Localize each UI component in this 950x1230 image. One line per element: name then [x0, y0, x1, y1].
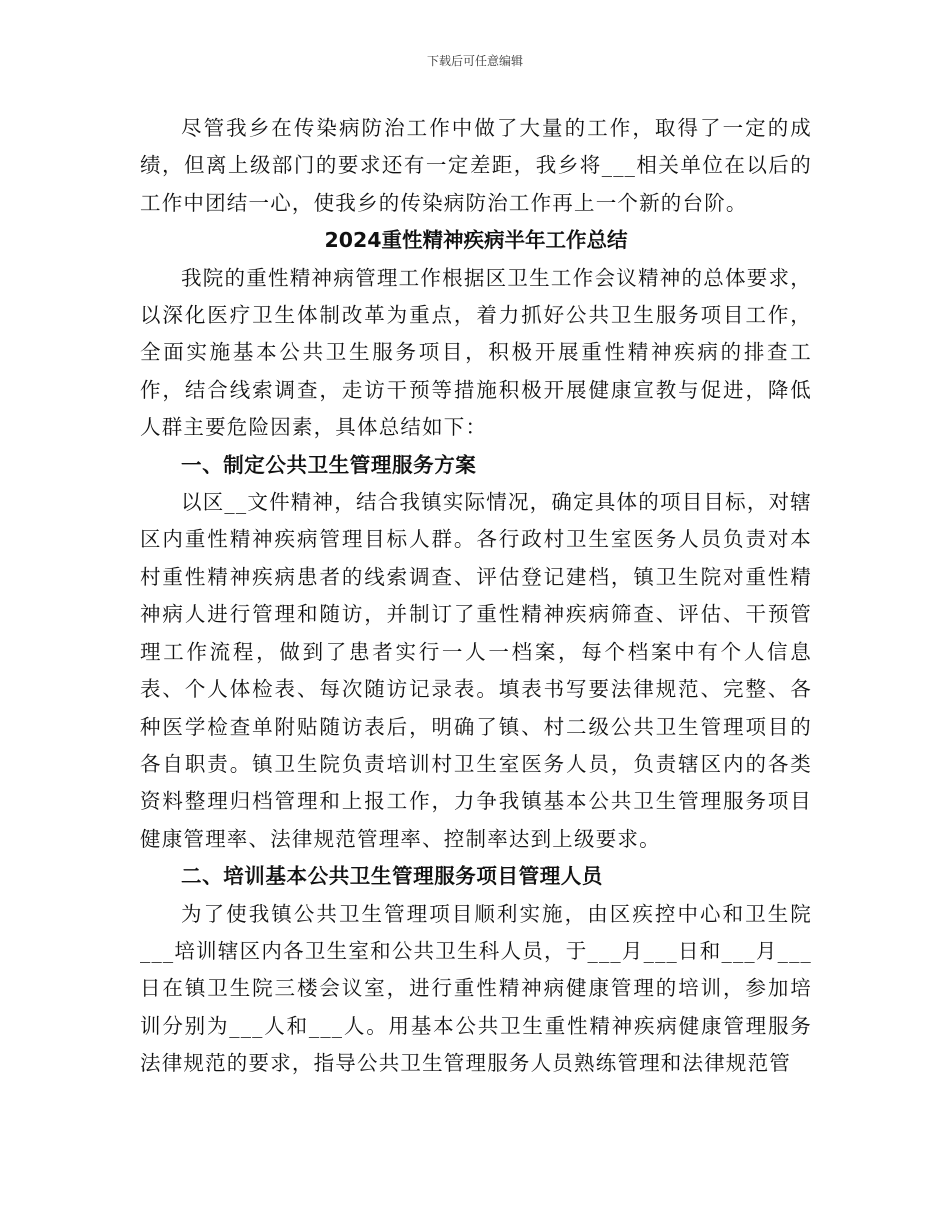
summary-paragraph: 我院的重性精神病管理工作根据区卫生工作会议精神的总体要求，以深化医疗卫生体制改革为重点，着力抓好公共卫生服务项目工作，全面实施基本公共卫生服务项目，积极开展重性精神疾病的排查工作，结合线索调查，走访干预等措施积极开展健康宣教与促进，降低人群主要危险因素，具体总结如下： — [140, 265, 812, 440]
document-title: 2024重性精神疾病半年工作总结 — [324, 228, 628, 253]
section-heading-1: 一、制定公共卫生管理服务方案 — [181, 452, 477, 477]
section-paragraph-1: 以区__文件精神，结合我镇实际情况，确定具体的项目目标，对辖区内重性精神疾病管理目标人群。各行政村卫生室医务人员负责对本村重性精神疾病患者的线索调查、评估登记建档，镇卫生院对重性精神病人进行管理和随访，并制订了重性精神疾病筛查、评估、干预管理工作流程，做到了患者实行一人一档案，每个档案中有个人信息表、个人体检表、每次随访记录表。填表书写要法律规范、完整、各种医学检查单附贴随访表后，明确了镇、村二级公共卫生管理项目的各自职责。镇卫生院负责培训村卫生室医务人员，负责辖区内的各类资料整理归档管理和上报工作，力争我镇基本公共卫生管理服务项目健康管理率、法律规范管理率、控制率达到上级要求。 — [140, 490, 812, 851]
document-body — [140, 110, 812, 1083]
section-heading-2: 二、培训基本公共卫生管理服务项目管理人员 — [181, 864, 603, 889]
page-header: 下载后可任意编辑 — [426, 54, 523, 68]
intro-paragraph: 尽管我乡在传染病防治工作中做了大量的工作，取得了一定的成绩，但离上级部门的要求还有一定差距，我乡将___相关单位在以后的工作中团结一心，使我乡的传染病防治工作再上一个新的台阶。 — [140, 116, 812, 215]
section-paragraph-2: 为了使我镇公共卫生管理项目顺利实施，由区疾控中心和卫生院___培训辖区内各卫生室和公共卫生科人员，于___月___日和___月___日在镇卫生院三楼会议室，进行重性精神病健康管理的培训，参加培训分别为___人和___人。用基本公共卫生重性精神疾病健康管理服务法律规范的要求，指导公共卫生管理服务人员熟练管理和法律规范管 — [140, 901, 812, 1076]
